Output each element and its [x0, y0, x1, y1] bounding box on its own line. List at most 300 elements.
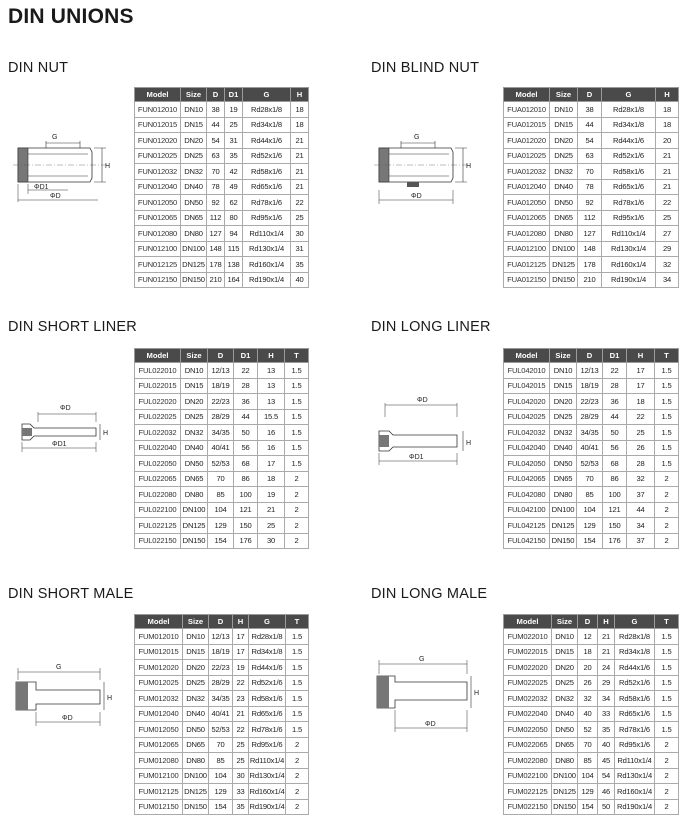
- table-cell: 1.5: [285, 440, 309, 456]
- column-header: D: [208, 349, 234, 363]
- din-short-male-drawing: [8, 660, 130, 740]
- table-cell: 35: [598, 722, 615, 738]
- table-cell: Rd28x1/8: [243, 102, 291, 118]
- table-cell: DN32: [181, 164, 207, 180]
- table-cell: 1.5: [286, 691, 309, 707]
- table-cell: DN32: [550, 425, 577, 441]
- table-row: [504, 363, 679, 379]
- table-row: [504, 456, 679, 472]
- table-cell: 1.5: [655, 706, 679, 722]
- table-cell: Rd160x1/4: [243, 257, 291, 273]
- table-cell: FUN012040: [135, 179, 181, 195]
- table-cell: FUA012015: [504, 117, 550, 133]
- table-cell: 80: [225, 210, 243, 226]
- table-cell: 1.5: [285, 394, 309, 410]
- table-cell: DN80: [181, 226, 207, 242]
- table-cell: DN150: [550, 272, 578, 288]
- table-cell: 25: [656, 210, 679, 226]
- table-cell: FUL022080: [135, 487, 181, 503]
- table-cell: FUL042125: [504, 518, 550, 534]
- table-cell: 100: [234, 487, 258, 503]
- din-long-liner-table: [503, 348, 679, 549]
- table-cell: DN80: [550, 226, 578, 242]
- table-cell: DN40: [183, 706, 209, 722]
- table-cell: DN40: [550, 179, 578, 195]
- table-cell: DN50: [181, 195, 207, 211]
- table-cell: 21: [291, 133, 309, 149]
- table-cell: DN40: [550, 440, 577, 456]
- table-row: [135, 753, 309, 769]
- table-cell: DN150: [181, 533, 208, 549]
- table-cell: 34: [656, 272, 679, 288]
- table-row: [504, 241, 679, 257]
- column-header: D: [209, 615, 233, 629]
- table-cell: DN20: [550, 133, 578, 149]
- table-cell: Rd95x1/6: [249, 737, 286, 753]
- table-cell: Rd44x1/6: [243, 133, 291, 149]
- table-cell: FUL022020: [135, 394, 181, 410]
- table-cell: DN25: [552, 675, 578, 691]
- din-blind-nut-table: [503, 87, 679, 288]
- table-cell: FUN012150: [135, 272, 181, 288]
- table-row: [504, 737, 679, 753]
- table-cell: 1.5: [285, 378, 309, 394]
- table-cell: 27: [656, 226, 679, 242]
- table-cell: DN15: [550, 117, 578, 133]
- table-cell: 25: [291, 210, 309, 226]
- table-header-row: [135, 349, 309, 363]
- table-cell: FUN012025: [135, 148, 181, 164]
- table-cell: Rd28x1/8: [602, 102, 656, 118]
- table-cell: 154: [578, 799, 598, 815]
- column-header: T: [655, 349, 679, 363]
- table-cell: 2: [285, 487, 309, 503]
- column-header: T: [285, 349, 309, 363]
- table-cell: 18: [291, 117, 309, 133]
- table-cell: DN40: [181, 440, 208, 456]
- column-header: T: [286, 615, 309, 629]
- table-cell: 28: [234, 378, 258, 394]
- table-cell: FUM012025: [135, 675, 183, 691]
- table-row: [504, 133, 679, 149]
- table-cell: DN50: [550, 195, 578, 211]
- table-cell: 40: [578, 706, 598, 722]
- table-header-row: [504, 349, 679, 363]
- table-cell: FUL022010: [135, 363, 181, 379]
- table-cell: FUM012125: [135, 784, 183, 800]
- column-header: G: [602, 88, 656, 102]
- table-cell: FUM012080: [135, 753, 183, 769]
- table-cell: 23: [233, 691, 249, 707]
- din-short-liner-drawing: [8, 400, 128, 460]
- table-cell: 121: [603, 502, 627, 518]
- table-cell: Rd190x1/4: [602, 272, 656, 288]
- table-cell: 148: [207, 241, 225, 257]
- table-cell: Rd190x1/4: [249, 799, 286, 815]
- table-cell: 1.5: [655, 378, 679, 394]
- table-cell: FUL042025: [504, 409, 550, 425]
- table-cell: DN100: [181, 502, 208, 518]
- table-cell: 50: [603, 425, 627, 441]
- column-header: D1: [234, 349, 258, 363]
- table-row: [504, 148, 679, 164]
- table-cell: DN25: [550, 148, 578, 164]
- table-cell: Rd52x1/6: [249, 675, 286, 691]
- table-cell: 20: [656, 133, 679, 149]
- table-cell: FUL042032: [504, 425, 550, 441]
- table-cell: 21: [598, 629, 615, 645]
- table-cell: 94: [225, 226, 243, 242]
- table-row: [135, 363, 309, 379]
- table-cell: 22: [627, 409, 655, 425]
- table-cell: 100: [603, 487, 627, 503]
- table-cell: 44: [234, 409, 258, 425]
- table-cell: 29: [656, 241, 679, 257]
- table-cell: 22/23: [209, 660, 233, 676]
- table-cell: 12/13: [208, 363, 234, 379]
- din-long-male-table: [503, 614, 679, 815]
- table-cell: Rd58x1/6: [243, 164, 291, 180]
- table-cell: DN15: [181, 117, 207, 133]
- table-cell: 2: [655, 518, 679, 534]
- table-cell: 46: [598, 784, 615, 800]
- table-cell: DN20: [552, 660, 578, 676]
- table-cell: FUN012125: [135, 257, 181, 273]
- table-cell: Rd65x1/6: [249, 706, 286, 722]
- table-cell: 70: [577, 471, 603, 487]
- table-cell: 21: [656, 179, 679, 195]
- table-cell: 176: [603, 533, 627, 549]
- table-cell: 1.5: [655, 660, 679, 676]
- column-header: H: [627, 349, 655, 363]
- table-cell: 30: [233, 768, 249, 784]
- table-row: [135, 409, 309, 425]
- column-header: D1: [603, 349, 627, 363]
- table-row: [135, 799, 309, 815]
- table-row: [135, 644, 309, 660]
- column-header: D: [577, 349, 603, 363]
- table-header-row: [135, 88, 309, 102]
- table-cell: 150: [603, 518, 627, 534]
- table-cell: 92: [578, 195, 602, 211]
- table-cell: 45: [598, 753, 615, 769]
- table-cell: Rd52x1/6: [615, 675, 655, 691]
- table-cell: DN50: [550, 456, 577, 472]
- table-cell: Rd110x1/4: [602, 226, 656, 242]
- table-cell: FUM012032: [135, 691, 183, 707]
- table-cell: DN10: [183, 629, 209, 645]
- table-cell: 22: [291, 195, 309, 211]
- table-cell: FUM012050: [135, 722, 183, 738]
- table-cell: 17: [233, 644, 249, 660]
- table-cell: 28: [603, 378, 627, 394]
- table-cell: 70: [578, 164, 602, 180]
- table-cell: 178: [578, 257, 602, 273]
- table-cell: 21: [656, 164, 679, 180]
- din-short-liner-drawing-label: H: [103, 430, 109, 437]
- table-cell: 1.5: [655, 644, 679, 660]
- table-cell: 40: [291, 272, 309, 288]
- table-cell: 68: [603, 456, 627, 472]
- table-cell: FUA012080: [504, 226, 550, 242]
- table-row: [135, 133, 309, 149]
- table-cell: 52: [578, 722, 598, 738]
- table-cell: DN125: [183, 784, 209, 800]
- table-cell: DN10: [550, 363, 577, 379]
- table-cell: DN40: [552, 706, 578, 722]
- table-cell: 164: [225, 272, 243, 288]
- table-cell: Rd110x1/4: [615, 753, 655, 769]
- table-cell: FUN012080: [135, 226, 181, 242]
- table-cell: 40/41: [208, 440, 234, 456]
- column-header: G: [249, 615, 286, 629]
- table-cell: 104: [208, 502, 234, 518]
- table-row: [504, 533, 679, 549]
- table-cell: DN80: [552, 753, 578, 769]
- table-row: [135, 272, 309, 288]
- section-title-din-nut: DIN NUT: [8, 60, 69, 76]
- table-cell: 44: [578, 117, 602, 133]
- din-nut-drawing: [8, 128, 130, 208]
- table-cell: 13: [258, 394, 285, 410]
- table-row: [504, 768, 679, 784]
- table-cell: 2: [655, 768, 679, 784]
- table-cell: 28/29: [577, 409, 603, 425]
- table-cell: 25: [225, 117, 243, 133]
- din-nut-drawing-label: G: [52, 134, 58, 141]
- table-cell: 1.5: [655, 722, 679, 738]
- table-cell: DN10: [550, 102, 578, 118]
- table-cell: 19: [258, 487, 285, 503]
- table-cell: FUN012020: [135, 133, 181, 149]
- table-row: [135, 226, 309, 242]
- table-cell: 2: [655, 799, 679, 815]
- table-cell: FUN012100: [135, 241, 181, 257]
- column-header: Model: [135, 615, 183, 629]
- table-cell: FUL042010: [504, 363, 550, 379]
- table-cell: 54: [207, 133, 225, 149]
- table-cell: 32: [578, 691, 598, 707]
- table-cell: 85: [209, 753, 233, 769]
- table-cell: 22: [233, 722, 249, 738]
- table-row: [504, 409, 679, 425]
- table-row: [135, 691, 309, 707]
- table-cell: 63: [578, 148, 602, 164]
- table-cell: 44: [627, 502, 655, 518]
- table-cell: 20: [578, 660, 598, 676]
- din-blind-nut-drawing-label: H: [466, 163, 472, 170]
- table-cell: 17: [258, 456, 285, 472]
- table-cell: DN100: [183, 768, 209, 784]
- table-cell: 26: [627, 440, 655, 456]
- table-cell: 37: [627, 533, 655, 549]
- table-cell: DN20: [181, 394, 208, 410]
- table-cell: 2: [655, 487, 679, 503]
- table-cell: FUL042150: [504, 533, 550, 549]
- table-cell: 121: [234, 502, 258, 518]
- table-cell: 1.5: [655, 691, 679, 707]
- table-row: [504, 753, 679, 769]
- table-cell: FUM022100: [504, 768, 552, 784]
- table-cell: 52/53: [208, 456, 234, 472]
- table-cell: FUM022015: [504, 644, 552, 660]
- table-cell: 104: [578, 768, 598, 784]
- table-cell: 17: [233, 629, 249, 645]
- table-cell: 1.5: [655, 394, 679, 410]
- table-cell: 35: [233, 799, 249, 815]
- din-long-liner-drawing: [371, 393, 496, 473]
- table-row: [504, 195, 679, 211]
- table-cell: Rd52x1/6: [602, 148, 656, 164]
- table-cell: 1.5: [286, 660, 309, 676]
- din-long-male-drawing: [371, 652, 499, 742]
- table-cell: FUL042040: [504, 440, 550, 456]
- table-cell: DN20: [181, 133, 207, 149]
- table-cell: DN15: [181, 378, 208, 394]
- table-row: [504, 518, 679, 534]
- din-nut-table: [134, 87, 309, 288]
- table-cell: FUM022150: [504, 799, 552, 815]
- table-cell: DN50: [183, 722, 209, 738]
- table-row: [135, 502, 309, 518]
- column-header: Size: [181, 349, 208, 363]
- table-cell: FUM012065: [135, 737, 183, 753]
- table-cell: Rd190x1/4: [615, 799, 655, 815]
- table-cell: DN150: [181, 272, 207, 288]
- table-cell: FUL022125: [135, 518, 181, 534]
- table-cell: 176: [234, 533, 258, 549]
- table-row: [504, 257, 679, 273]
- table-cell: DN100: [550, 241, 578, 257]
- column-header: H: [656, 88, 679, 102]
- table-cell: 21: [258, 502, 285, 518]
- table-row: [504, 660, 679, 676]
- din-nut-drawing-label: ΦD1: [34, 184, 49, 191]
- table-cell: DN65: [181, 471, 208, 487]
- table-cell: 38: [578, 102, 602, 118]
- table-cell: FUM022020: [504, 660, 552, 676]
- table-cell: Rd34x1/8: [602, 117, 656, 133]
- table-cell: 33: [598, 706, 615, 722]
- table-cell: FUL042050: [504, 456, 550, 472]
- din-short-male-drawing-label: G: [56, 664, 62, 671]
- table-row: [504, 164, 679, 180]
- table-cell: 154: [577, 533, 603, 549]
- table-cell: 32: [656, 257, 679, 273]
- table-cell: 22/23: [208, 394, 234, 410]
- table-cell: 52/53: [577, 456, 603, 472]
- table-cell: 34: [598, 691, 615, 707]
- table-cell: 2: [285, 533, 309, 549]
- table-row: [504, 706, 679, 722]
- table-cell: DN65: [183, 737, 209, 753]
- table-cell: Rd58x1/6: [249, 691, 286, 707]
- din-blind-nut-drawing: [371, 128, 501, 208]
- table-cell: FUL022015: [135, 378, 181, 394]
- table-cell: DN15: [552, 644, 578, 660]
- table-header-row: [504, 88, 679, 102]
- column-header: Model: [504, 615, 552, 629]
- table-cell: 112: [207, 210, 225, 226]
- din-long-liner-drawing-label: ΦD1: [409, 454, 424, 461]
- table-cell: FUA012032: [504, 164, 550, 180]
- table-cell: 86: [603, 471, 627, 487]
- column-header: Model: [135, 88, 181, 102]
- table-cell: DN80: [550, 487, 577, 503]
- column-header: Size: [552, 615, 578, 629]
- table-cell: 112: [578, 210, 602, 226]
- table-row: [135, 102, 309, 118]
- table-cell: 35: [225, 148, 243, 164]
- table-cell: 138: [225, 257, 243, 273]
- table-cell: 50: [598, 799, 615, 815]
- table-cell: FUM012040: [135, 706, 183, 722]
- table-cell: 13: [258, 363, 285, 379]
- table-cell: 17: [627, 378, 655, 394]
- table-cell: 25: [233, 753, 249, 769]
- table-cell: FUL042065: [504, 471, 550, 487]
- table-row: [135, 257, 309, 273]
- table-cell: FUL042020: [504, 394, 550, 410]
- table-cell: FUL042100: [504, 502, 550, 518]
- table-cell: 22: [603, 363, 627, 379]
- column-header: Size: [183, 615, 209, 629]
- table-cell: Rd130x1/4: [602, 241, 656, 257]
- table-cell: 34/35: [577, 425, 603, 441]
- table-cell: 30: [258, 533, 285, 549]
- table-cell: 37: [627, 487, 655, 503]
- column-header: Size: [550, 349, 577, 363]
- table-row: [135, 179, 309, 195]
- table-cell: 2: [655, 502, 679, 518]
- table-row: [135, 518, 309, 534]
- table-cell: DN25: [181, 409, 208, 425]
- table-cell: FUN012050: [135, 195, 181, 211]
- table-cell: 24: [598, 660, 615, 676]
- table-row: [504, 784, 679, 800]
- table-cell: 16: [258, 425, 285, 441]
- table-cell: 22/23: [577, 394, 603, 410]
- table-cell: Rd78x1/6: [249, 722, 286, 738]
- din-short-liner-drawing-label: ΦD: [60, 405, 71, 412]
- table-cell: 19: [225, 102, 243, 118]
- table-cell: Rd78x1/6: [602, 195, 656, 211]
- table-cell: 2: [286, 784, 309, 800]
- table-row: [504, 425, 679, 441]
- table-cell: DN32: [183, 691, 209, 707]
- table-cell: FUL042080: [504, 487, 550, 503]
- table-cell: 31: [225, 133, 243, 149]
- table-cell: DN100: [552, 768, 578, 784]
- table-row: [504, 644, 679, 660]
- column-header: H: [598, 615, 615, 629]
- table-cell: 86: [234, 471, 258, 487]
- table-cell: 1.5: [285, 409, 309, 425]
- table-cell: 1.5: [655, 409, 679, 425]
- table-row: [135, 660, 309, 676]
- table-cell: DN40: [181, 179, 207, 195]
- table-cell: FUM022080: [504, 753, 552, 769]
- table-cell: 21: [233, 706, 249, 722]
- table-cell: FUA012150: [504, 272, 550, 288]
- din-short-liner-drawing-label: ΦD1: [52, 441, 67, 448]
- table-cell: Rd65x1/6: [243, 179, 291, 195]
- table-cell: FUL022040: [135, 440, 181, 456]
- table-cell: 44: [207, 117, 225, 133]
- table-row: [135, 471, 309, 487]
- table-cell: 49: [225, 179, 243, 195]
- table-cell: 18: [656, 117, 679, 133]
